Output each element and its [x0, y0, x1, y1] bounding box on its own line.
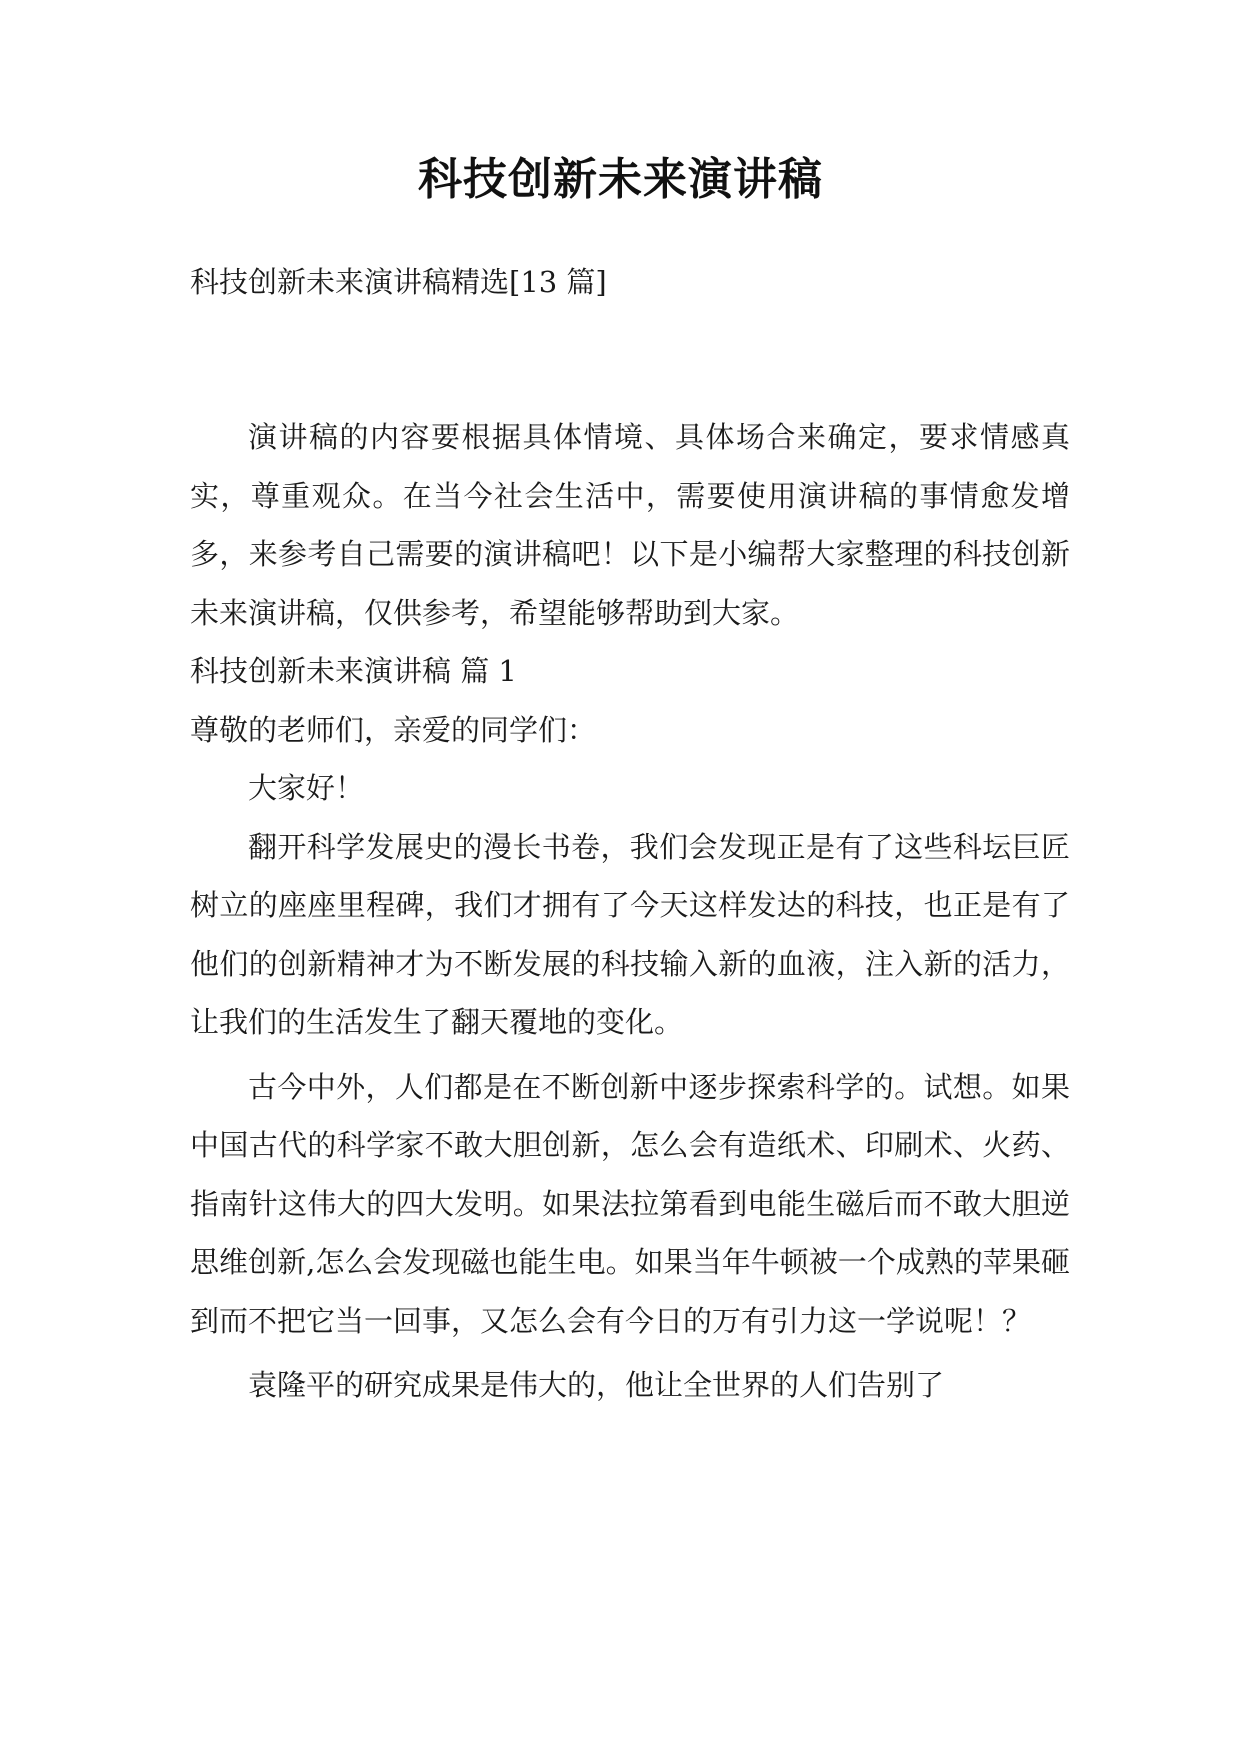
document-body — [190, 408, 1070, 1415]
greeting: 大家好！ — [248, 771, 365, 805]
body-paragraph: 袁隆平的研究成果是伟大的，他让全世界的人们告别了 — [248, 1368, 945, 1402]
salutation: 尊敬的老师们，亲爱的同学们： — [190, 712, 597, 747]
page-subtitle: 科技创新未来演讲稿精选[13 篇] — [190, 265, 607, 299]
body-paragraph: 古今中外，人们都是在不断创新中逐步探索科学的。试想。如果中国古代的科学家不敢大胆创新，怎么会有造纸术、印刷术、火药、指南针这伟大的四大发明。如果法拉第看到电能生磁后而不敢大胆逆思维创新,怎么会发现磁也能生电。如果当年牛顿被一个成熟的苹果砸到而不把它当一回事，又怎么会有今日的万有引力这一学说呢！？ — [190, 1069, 1070, 1338]
body-paragraph: 翻开科学发展史的漫长书卷，我们会发现正是有了这些科坛巨匠树立的座座里程碑，我们才拥有了今天这样发达的科技，也正是有了他们的创新精神才为不断发展的科技输入新的血液，注入新的活力，让我们的生活发生了翻天覆地的变化。 — [190, 829, 1070, 1039]
page-title: 科技创新未来演讲稿 — [418, 154, 823, 205]
intro-paragraph: 演讲稿的内容要根据具体情境、具体场合来确定，要求情感真实，尊重观众。在当今社会生活中，需要使用演讲稿的事情愈发增多，来参考自己需要的演讲稿吧！以下是小编帮大家整理的科技创新未来演讲稿，仅供参考，希望能够帮助到大家。 — [190, 420, 1070, 630]
section-heading: 科技创新未来演讲稿 篇 1 — [190, 654, 517, 688]
